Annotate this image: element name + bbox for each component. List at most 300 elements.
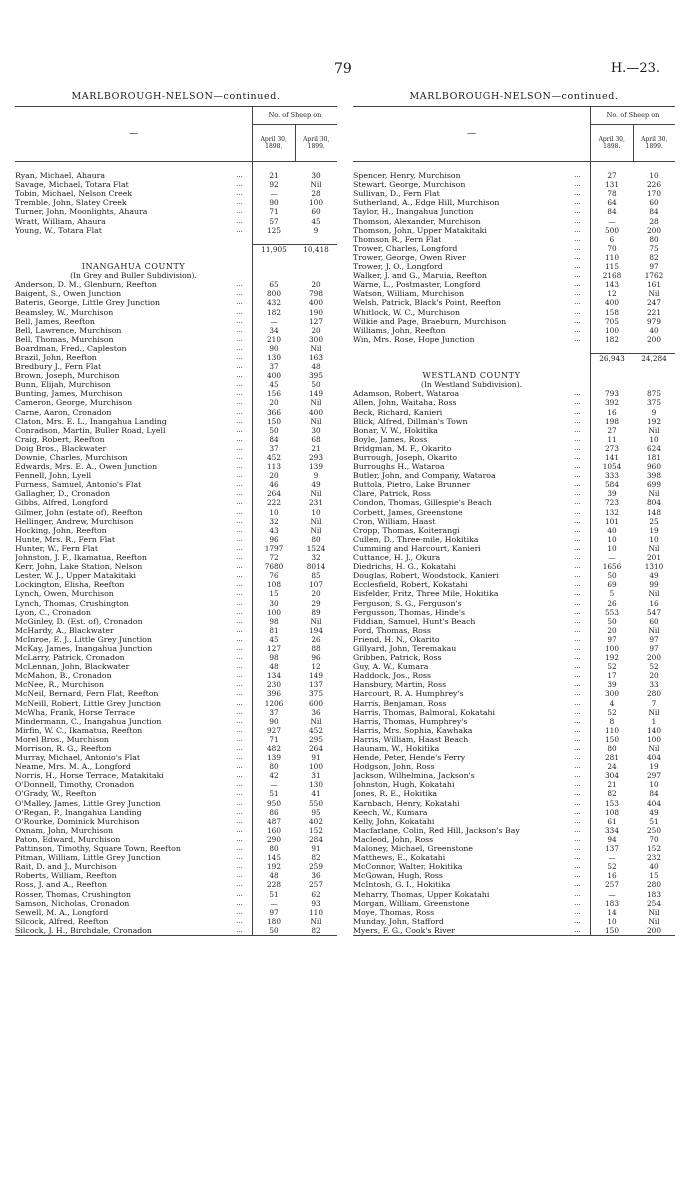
sheep-1899: Nil <box>310 180 322 190</box>
leader-dots: ... <box>227 217 253 226</box>
leader-dots: ... <box>227 298 253 307</box>
table-row <box>353 462 675 471</box>
table-row <box>15 353 337 362</box>
sheep-1898: 26 <box>607 598 617 608</box>
table-row <box>353 226 675 235</box>
sheep-1898: 150 <box>605 734 619 744</box>
sheep-1898: 52 <box>607 707 617 717</box>
owner-name: Turner, John, Moonlights, Ahaura <box>15 207 148 217</box>
name-column-header: — <box>15 107 253 161</box>
leader-dots: ... <box>565 489 591 498</box>
leader-dots: ... <box>565 635 591 644</box>
owner-name: McIntosh, G. I., Hokitika <box>353 880 451 890</box>
owner-name: Hansbury, Martin, Ross <box>353 680 447 690</box>
leader-dots: ... <box>565 908 591 917</box>
sheep-1899: 547 <box>647 607 661 617</box>
sheep-1898: 10 <box>607 543 617 553</box>
sheep-1898: 927 <box>267 725 281 735</box>
sheep-1899: 804 <box>647 498 661 508</box>
sheep-1898: 228 <box>267 880 281 890</box>
sheep-1899: 97 <box>649 643 659 653</box>
owner-name: Pattinson, Timothy, Square Town, Reefton <box>15 844 181 854</box>
sheep-1898: — <box>608 553 616 563</box>
owner-name: Carne, Aaron, Cronadon <box>15 407 112 417</box>
table-row <box>15 462 337 471</box>
sheep-1899: 875 <box>647 389 661 399</box>
owner-name: Taylor, H., Inangahua Junction <box>353 207 474 217</box>
leader-dots: ... <box>227 653 253 662</box>
table-row <box>15 817 337 826</box>
owner-name: McGinley, D. (Est. of), Cronadon <box>15 616 143 626</box>
leader-dots: ... <box>565 444 591 453</box>
owner-name: Cumming and Harcourt, Kanieri <box>353 543 481 553</box>
sheep-1899: 49 <box>649 807 659 817</box>
owner-name: Hodgson, John, Ross <box>353 762 435 772</box>
owner-name: Claton, Mrs. E. L., Inangahua Landing <box>15 416 167 426</box>
owner-name: Samson, Nicholas, Cronadon <box>15 898 130 908</box>
table-row <box>353 526 675 535</box>
table-row <box>15 489 337 498</box>
owner-name: Watson, William, Murchison <box>353 289 464 299</box>
sheep-1898: 139 <box>267 753 281 763</box>
sheep-1898: 1656 <box>602 562 622 572</box>
leader-dots: ... <box>227 380 253 389</box>
sheep-1899: 82 <box>311 853 321 863</box>
owner-name: Macleod, John, Ross <box>353 834 434 844</box>
sheep-1898: 1797 <box>264 543 284 553</box>
table-row <box>15 544 337 553</box>
owner-name: Stewart, George, Murchison <box>353 180 466 190</box>
leader-dots: ... <box>227 835 253 844</box>
sheep-1899: 51 <box>649 816 659 826</box>
owner-name: Jones, R. E., Hokitika <box>353 789 438 799</box>
leader-dots: ... <box>565 280 591 289</box>
subdivision-heading <box>353 380 675 389</box>
sheep-1899: 297 <box>647 771 661 781</box>
owner-name: Fiddian, Samuel, Hunt's Beach <box>353 616 476 626</box>
owner-name: Tobin, Michael, Nelson Creek <box>15 189 133 199</box>
sheep-1899: Nil <box>648 907 660 917</box>
sheep-1898: 81 <box>269 625 279 635</box>
leader-dots: ... <box>227 498 253 507</box>
table-row <box>15 426 337 435</box>
leader-dots: ... <box>227 771 253 780</box>
owner-name: Munday, John, Stafford <box>353 916 444 926</box>
table-row <box>353 826 675 835</box>
leader-dots: ... <box>227 808 253 817</box>
leader-dots: ... <box>227 908 253 917</box>
sheep-1899: 84 <box>649 207 659 217</box>
sheep-1899: 200 <box>647 653 661 663</box>
leader-dots: ... <box>227 553 253 562</box>
owner-name: Harris, William, Haast Beach <box>353 734 469 744</box>
owner-name: Ecclesfield, Robert, Kokatahi <box>353 580 468 590</box>
leader-dots: ... <box>227 844 253 853</box>
owner-name: Johnston, J. F., Ikamatua, Reefton <box>15 553 147 563</box>
sheep-1899: Nil <box>648 489 660 499</box>
owner-name: Thomson, Alexander, Murchison <box>353 216 481 226</box>
table-row <box>353 289 675 298</box>
table-row <box>353 398 675 407</box>
leader-dots: ... <box>565 198 591 207</box>
leader-dots: ... <box>227 226 253 235</box>
leader-dots: ... <box>565 689 591 698</box>
sheep-1899: 960 <box>647 462 661 472</box>
sheep-1898: — <box>270 316 278 326</box>
sheep-1899: Nil <box>648 289 660 299</box>
sheep-1898: 192 <box>267 862 281 872</box>
sheep-1899: 40 <box>649 325 659 335</box>
table-row <box>353 235 675 244</box>
table-row <box>353 517 675 526</box>
leader-dots: ... <box>227 635 253 644</box>
leader-dots: ... <box>565 653 591 662</box>
sheep-1899: 200 <box>647 925 661 935</box>
table-row <box>353 553 675 562</box>
table-row <box>353 789 675 798</box>
sheep-1898: 230 <box>267 680 281 690</box>
sheep-1898: 2168 <box>602 271 622 281</box>
leader-dots: ... <box>565 753 591 762</box>
sheep-1898: 273 <box>605 443 619 453</box>
table-row <box>15 180 337 189</box>
table-row <box>353 862 675 871</box>
owner-name: Burroughs H., Wataroa <box>353 462 445 472</box>
table-row <box>15 289 337 298</box>
sheep-1899: 99 <box>649 580 659 590</box>
leader-dots: ... <box>227 389 253 398</box>
table-row <box>15 780 337 789</box>
sheep-1899: 10 <box>649 780 659 790</box>
sheep-1899: 80 <box>649 234 659 244</box>
leader-dots: ... <box>227 608 253 617</box>
sheep-1899: 1 <box>651 716 657 726</box>
owner-name: Lester, W. J., Upper Matakitaki <box>15 571 136 581</box>
sheep-1899: 20 <box>649 671 659 681</box>
table-row <box>353 335 675 344</box>
table-row <box>15 217 337 226</box>
sheep-1898: 86 <box>269 807 279 817</box>
owner-name: Moye, Thomas, Ross <box>353 907 435 917</box>
sheep-1898: 110 <box>605 252 619 262</box>
table-header <box>15 106 337 162</box>
owner-name: Gribben, Patrick, Ross <box>353 653 442 663</box>
owner-name: Bell, Lawrence, Murchison <box>15 325 122 335</box>
sheep-1898: 27 <box>607 171 617 181</box>
sheep-1898: 400 <box>267 371 281 381</box>
leader-dots: ... <box>227 326 253 335</box>
sheep-1899: 60 <box>311 207 321 217</box>
leader-dots: ... <box>565 289 591 298</box>
leader-dots: ... <box>227 717 253 726</box>
owner-name: Wilkie and Page, Braeburn, Murchison <box>353 316 507 326</box>
table-row <box>353 580 675 589</box>
table-row <box>353 890 675 899</box>
sheep-1898: 101 <box>605 516 619 526</box>
spacer-row <box>15 235 337 244</box>
table-row <box>353 280 675 289</box>
table-row <box>15 508 337 517</box>
table-row <box>15 717 337 726</box>
table-row <box>15 580 337 589</box>
sheep-1899: 19 <box>649 525 659 535</box>
table-row <box>15 371 337 380</box>
leader-dots: ... <box>227 626 253 635</box>
table-row <box>15 862 337 871</box>
leader-dots: ... <box>565 326 591 335</box>
owner-name: Boyle, James, Ross <box>353 434 428 444</box>
leader-dots: ... <box>565 508 591 517</box>
table-row <box>353 244 675 253</box>
owner-name: Lyon, C., Cronadon <box>15 607 92 617</box>
sheep-1898: 108 <box>267 580 281 590</box>
sheep-1899: 12 <box>311 662 321 672</box>
owner-name: Cron, William, Haast <box>353 516 436 526</box>
table-row <box>15 435 337 444</box>
table-row <box>353 180 675 189</box>
leader-dots: ... <box>565 253 591 262</box>
sheep-1899: 31 <box>311 771 321 781</box>
owner-name: Young, W., Totara Flat <box>15 225 102 235</box>
sheep-1899: 400 <box>309 407 323 417</box>
leader-dots: ... <box>565 771 591 780</box>
owner-name: Edwards, Mrs. E. A., Owen Junction <box>15 462 158 472</box>
owner-name: Trower, J. O., Longford <box>353 262 443 272</box>
year-1898-header: April 30, 1898. <box>253 125 296 161</box>
sheep-1899: 80 <box>311 534 321 544</box>
owner-name: Blick, Alfred, Dillman's Town <box>353 416 468 426</box>
subdivision-heading <box>15 271 337 280</box>
owner-name: Myers, F. G., Cook's River <box>353 925 456 935</box>
leader-dots: ... <box>565 398 591 407</box>
owner-name: Kerr, John, Lake Station, Nelson <box>15 562 143 572</box>
leader-dots: ... <box>565 817 591 826</box>
table-row <box>353 617 675 626</box>
owner-name: Whitlock, W. C., Murchison <box>353 307 460 317</box>
owner-name: McHardy, A., Blackwater <box>15 625 114 635</box>
owner-name: Burrough, Joseph, Okarito <box>353 453 458 462</box>
owner-name: McConnor, Walter, Hokitika <box>353 862 463 872</box>
leader-dots: ... <box>227 817 253 826</box>
table-row <box>15 653 337 662</box>
sheep-1898: 127 <box>267 643 281 653</box>
table-row <box>353 671 675 680</box>
sheep-1899: 62 <box>311 889 321 899</box>
table-row <box>353 198 675 207</box>
sheep-1898: 281 <box>605 753 619 763</box>
owner-name: Roberts, William, Reefton <box>15 871 117 881</box>
table-row <box>353 753 675 762</box>
sheep-1898: 192 <box>605 653 619 663</box>
owner-name: Wratt, William, Ahaura <box>15 216 106 226</box>
owner-name: Cullen, D., Three-mile, Hokitika <box>353 534 479 544</box>
leader-dots: ... <box>227 689 253 698</box>
sheep-1899: 88 <box>311 643 321 653</box>
table-row <box>15 553 337 562</box>
leader-dots: ... <box>227 926 253 935</box>
sheep-1898: 482 <box>267 744 281 753</box>
table-row <box>15 189 337 198</box>
sheep-1899: 624 <box>647 443 661 453</box>
leader-dots: ... <box>227 662 253 671</box>
owner-name: Morgan, William, Greenstone <box>353 898 470 908</box>
owner-name: Buttola, Pietro, Lake Brunner <box>353 480 471 490</box>
sheep-1898: — <box>270 780 278 790</box>
sheep-1898: 98 <box>269 616 279 626</box>
sheep-1899: 15 <box>649 871 659 881</box>
sheep-1898: 500 <box>605 225 619 235</box>
sheep-1899: 221 <box>647 307 661 317</box>
table-row <box>353 899 675 908</box>
leader-dots: ... <box>565 799 591 808</box>
leader-dots: ... <box>565 926 591 935</box>
leader-dots: ... <box>227 289 253 298</box>
sheep-1898: 156 <box>267 389 281 399</box>
sheep-1899: 395 <box>309 371 323 381</box>
sheep-1899: 232 <box>647 853 661 863</box>
leader-dots: ... <box>565 762 591 771</box>
sheep-1898: 8 <box>609 716 615 726</box>
sheep-1899: 30 <box>311 171 321 181</box>
leader-dots: ... <box>565 226 591 235</box>
sheep-1899: 95 <box>311 807 321 817</box>
owner-name: Jackson, Wilhelmina, Jackson's <box>353 771 475 781</box>
sheep-1898: 723 <box>605 498 619 508</box>
sheep-1898: 257 <box>605 880 619 890</box>
table-row <box>353 589 675 598</box>
table-row <box>353 708 675 717</box>
leader-dots: ... <box>227 489 253 498</box>
sheep-1899: 183 <box>647 889 661 899</box>
table-row <box>353 662 675 671</box>
sheep-1898: 42 <box>269 771 279 781</box>
table-row <box>15 226 337 235</box>
sheep-1898: 20 <box>269 471 279 481</box>
table-row <box>15 326 337 335</box>
sheep-1899: 50 <box>311 380 321 390</box>
table-row <box>15 908 337 917</box>
sheep-1899: 21 <box>311 443 321 453</box>
leader-dots: ... <box>227 826 253 835</box>
leader-dots: ... <box>227 171 253 180</box>
leader-dots: ... <box>565 662 591 671</box>
table-row <box>15 526 337 535</box>
sheep-1898: 452 <box>267 453 281 462</box>
leader-dots: ... <box>227 189 253 198</box>
sheep-1898: — <box>608 216 616 226</box>
leader-dots: ... <box>565 580 591 589</box>
owner-name: Diedrichs, H. G., Kokatahi <box>353 562 457 572</box>
leader-dots: ... <box>227 398 253 407</box>
table-row <box>15 517 337 526</box>
table-row <box>15 726 337 735</box>
leader-dots: ... <box>227 890 253 899</box>
leader-dots: ... <box>227 535 253 544</box>
owner-name: Sewell, M. A., Longford <box>15 907 109 917</box>
sheep-1898: 150 <box>267 416 281 426</box>
owner-name: Norris, H., Horse Terrace, Matakitaki <box>15 771 164 781</box>
sheep-1898: 553 <box>605 607 619 617</box>
owner-name: Morrison, R. G., Reefton <box>15 744 112 753</box>
spacer-row <box>353 162 675 171</box>
sheep-1898: 45 <box>269 634 279 644</box>
sheep-1899: 9 <box>313 471 319 481</box>
table-row <box>15 699 337 708</box>
table-row <box>353 453 675 462</box>
sheep-1898: 82 <box>607 789 617 799</box>
owner-name: Baigent, S., Owen Junction <box>15 289 122 299</box>
leader-dots: ... <box>565 544 591 553</box>
owner-name: Warne, L., Postmaster, Longford <box>353 280 481 290</box>
owner-name: McLarry, Patrick, Cronadon <box>15 653 125 663</box>
leader-dots: ... <box>565 462 591 471</box>
sheep-1899: 152 <box>647 844 661 854</box>
leader-dots: ... <box>565 308 591 317</box>
sheep-1899: 149 <box>309 671 323 681</box>
owner-name: Adamson, Robert, Wataroa <box>353 389 460 399</box>
sheep-1899: Nil <box>648 589 660 599</box>
sheep-1898: 400 <box>605 298 619 308</box>
owner-name: Ross, J. and A., Reefton <box>15 880 108 890</box>
owner-name: Harcourt, R. A. Humphrey's <box>353 689 464 699</box>
table-row <box>15 389 337 398</box>
sheep-1899: 152 <box>309 825 323 835</box>
table-row <box>15 571 337 580</box>
sheep-1899: 200 <box>647 334 661 344</box>
sheep-1899: 26 <box>311 634 321 644</box>
sheep-1898: 158 <box>605 307 619 317</box>
owner-name: O'Grady, W., Reefton <box>15 789 97 799</box>
sheep-1899: 97 <box>649 262 659 272</box>
leader-dots: ... <box>565 262 591 271</box>
sheep-1898: 108 <box>605 807 619 817</box>
sheep-1898: 4 <box>609 698 615 708</box>
leader-dots: ... <box>227 671 253 680</box>
owner-name: Walker, J. and G., Maruia, Reefton <box>353 271 487 281</box>
sheep-1899: 70 <box>649 834 659 844</box>
sheep-1898: 50 <box>269 925 279 935</box>
sheep-1898: — <box>608 853 616 863</box>
sheep-1899: 60 <box>649 616 659 626</box>
owner-name: Butler, John, and Company, Wataroa <box>353 471 496 481</box>
sheep-1899: Nil <box>310 398 322 408</box>
owner-name: Ferguson, S. G., Ferguson's <box>353 598 462 608</box>
sheep-1899: 398 <box>647 471 661 481</box>
leader-dots: ... <box>565 699 591 708</box>
owner-name: Craig, Robert, Reefton <box>15 434 105 444</box>
sheep-1899: 96 <box>311 653 321 663</box>
leader-dots: ... <box>565 617 591 626</box>
table-row <box>15 308 337 317</box>
owner-name: Clare, Patrick, Ross <box>353 489 431 499</box>
sheep-1899: 139 <box>309 462 323 472</box>
sheep-1898: 125 <box>267 225 281 235</box>
sheep-1899: 9 <box>651 407 657 417</box>
owner-name: Oxnam, John, Murchison <box>15 825 113 835</box>
sheep-1898: 150 <box>605 925 619 935</box>
sheep-1899: 41 <box>311 789 321 799</box>
owner-name: McNee, R., Murchison <box>15 680 104 690</box>
sheep-1899: 284 <box>309 834 323 844</box>
owner-name: Doig Bros., Blackwater <box>15 443 107 453</box>
table-row <box>15 871 337 880</box>
table-row <box>353 735 675 744</box>
owner-name: Silcock, Alfred, Reefton <box>15 916 109 926</box>
leader-dots: ... <box>227 344 253 353</box>
leader-dots: ... <box>227 417 253 426</box>
owner-name: Cropp, Thomas, Koiterangi <box>353 525 460 535</box>
sheep-1898: 5 <box>609 589 615 599</box>
